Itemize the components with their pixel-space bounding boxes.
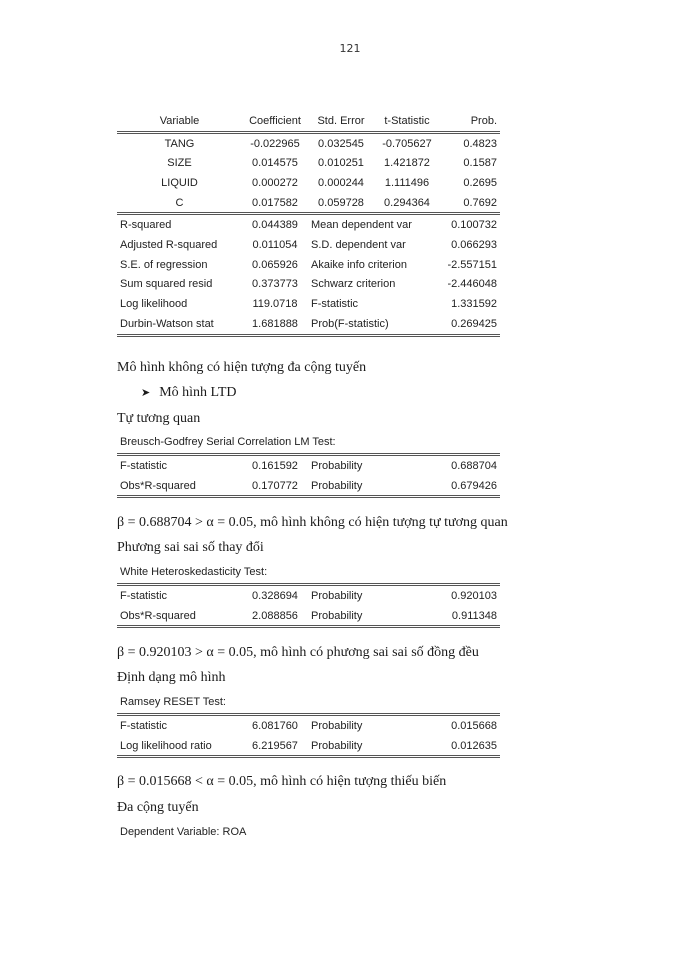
col-header-coefficient: Coefficient bbox=[242, 111, 308, 132]
std-error-cell: 0.000244 bbox=[318, 176, 364, 189]
probability-label: Probability bbox=[308, 476, 440, 497]
t-statistic-cell: 1.421872 bbox=[384, 157, 430, 170]
col-header-variable: Variable bbox=[117, 111, 242, 132]
bg-test-table bbox=[117, 453, 500, 498]
section-heading-autocorrelation: Tự tương quan bbox=[117, 411, 201, 426]
stat-value: 0.011054 bbox=[252, 238, 298, 251]
arrowhead-bullet-icon: ➤ bbox=[141, 386, 151, 399]
col-header-std-error: Std. Error bbox=[308, 111, 374, 132]
std-error-cell: 0.059728 bbox=[318, 196, 364, 209]
page-number: 121 bbox=[339, 42, 361, 55]
test-stat-value: 0.328694 bbox=[242, 585, 308, 606]
dependent-variable-label: Dependent Variable: ROA bbox=[120, 826, 247, 838]
table-row bbox=[117, 736, 500, 757]
regression-table bbox=[117, 111, 500, 337]
probability-label: Probability bbox=[308, 715, 440, 736]
stat-value: 0.065926 bbox=[252, 258, 298, 271]
regression-header-row bbox=[117, 111, 500, 132]
white-test-title: White Heteroskedasticity Test: bbox=[120, 566, 268, 578]
coefficient-cell: 0.017582 bbox=[252, 196, 298, 209]
table-row bbox=[117, 606, 500, 627]
table-row bbox=[117, 476, 500, 497]
stats-row bbox=[117, 294, 500, 314]
specification-conclusion: β = 0.015668 < α = 0.05, mô hình có hiện tượng thiếu biến bbox=[117, 774, 447, 789]
table-row bbox=[117, 193, 500, 214]
probability-value: 0.015668 bbox=[440, 715, 500, 736]
autocorrelation-conclusion: β = 0.688704 > α = 0.05, mô hình không có hiện tượng tự tương quan bbox=[117, 515, 508, 530]
prob-cell: 0.2695 bbox=[463, 176, 497, 189]
table-row bbox=[117, 715, 500, 736]
ramsey-test-table bbox=[117, 713, 500, 758]
stat-value: 0.373773 bbox=[252, 278, 298, 291]
multicollinearity-conclusion: Mô hình không có hiện tượng đa cộng tuyến bbox=[117, 360, 367, 375]
stat-label: S.E. of regression bbox=[120, 258, 208, 271]
table-row bbox=[117, 173, 500, 193]
test-stat-value: 0.170772 bbox=[242, 476, 308, 497]
coefficient-cell: -0.022965 bbox=[250, 137, 300, 150]
probability-value: 0.911348 bbox=[440, 606, 500, 627]
probability-label: Probability bbox=[308, 455, 440, 476]
stat-label: Mean dependent var bbox=[308, 214, 440, 235]
stat-label: Durbin-Watson stat bbox=[117, 314, 242, 335]
table-row bbox=[117, 455, 500, 476]
probability-value: 0.679426 bbox=[440, 476, 500, 497]
prob-cell: 0.1587 bbox=[463, 157, 497, 170]
stat-value: 0.100732 bbox=[440, 214, 500, 235]
variable-cell: TANG bbox=[164, 137, 195, 150]
bullet-item bbox=[141, 385, 237, 401]
section-heading-heteroskedasticity: Phương sai sai số thay đổi bbox=[117, 540, 264, 555]
section-heading-multicollinearity: Đa cộng tuyến bbox=[117, 800, 199, 815]
stat-value: 1.681888 bbox=[242, 314, 308, 335]
test-stat-value: 6.219567 bbox=[242, 736, 308, 757]
heteroskedasticity-conclusion: β = 0.920103 > α = 0.05, mô hình có phương sai sai số đồng đều bbox=[117, 645, 479, 660]
probability-value: 0.688704 bbox=[440, 455, 500, 476]
test-stat-value: 6.081760 bbox=[242, 715, 308, 736]
bg-test-title: Breusch-Godfrey Serial Correlation LM Test: bbox=[120, 436, 336, 448]
stat-label: R-squared bbox=[117, 214, 242, 235]
stat-label: Sum squared resid bbox=[120, 278, 213, 291]
coefficient-cell: 0.000272 bbox=[252, 176, 298, 189]
test-stat-value: 0.161592 bbox=[242, 455, 308, 476]
stats-row bbox=[117, 214, 500, 235]
stat-value: -2.446048 bbox=[447, 278, 497, 291]
probability-label: Probability bbox=[308, 736, 440, 757]
stat-label: Schwarz criterion bbox=[311, 278, 396, 291]
col-header-t-statistic: t-Statistic bbox=[374, 111, 440, 132]
std-error-cell: 0.032545 bbox=[318, 137, 364, 150]
std-error-cell: 0.010251 bbox=[318, 157, 364, 170]
prob-cell: 0.7692 bbox=[463, 196, 497, 209]
ramsey-test-title: Ramsey RESET Test: bbox=[120, 696, 226, 708]
table-row bbox=[117, 153, 500, 173]
test-stat-label: Obs*R-squared bbox=[117, 606, 242, 627]
table-row bbox=[117, 585, 500, 606]
section-heading-specification: Định dạng mô hình bbox=[117, 670, 226, 685]
test-stat-value: 2.088856 bbox=[242, 606, 308, 627]
prob-cell: 0.4823 bbox=[463, 137, 497, 150]
test-stat-label: F-statistic bbox=[117, 455, 242, 476]
stat-value: -2.557151 bbox=[447, 258, 497, 271]
stats-row bbox=[117, 235, 500, 255]
coefficient-cell: 0.014575 bbox=[252, 157, 298, 170]
variable-cell: C bbox=[175, 196, 184, 209]
stat-label: Akaike info criterion bbox=[311, 258, 407, 271]
bullet-text: Mô hình LTD bbox=[159, 385, 237, 400]
stat-value: 0.066293 bbox=[451, 238, 497, 251]
stat-value: 119.0718 bbox=[252, 298, 298, 311]
t-statistic-cell: 0.294364 bbox=[384, 196, 430, 209]
stat-value: 0.269425 bbox=[440, 314, 500, 335]
variable-cell: LIQUID bbox=[161, 176, 198, 189]
stat-label: S.D. dependent var bbox=[311, 238, 406, 251]
t-statistic-cell: 1.111496 bbox=[384, 176, 430, 189]
test-stat-label: F-statistic bbox=[117, 715, 242, 736]
probability-label: Probability bbox=[308, 585, 440, 606]
stat-label: Log likelihood bbox=[120, 298, 188, 311]
stats-row bbox=[117, 255, 500, 275]
stats-row bbox=[117, 314, 500, 335]
stat-value: 1.331592 bbox=[451, 298, 497, 311]
probability-label: Probability bbox=[308, 606, 440, 627]
white-test-table bbox=[117, 583, 500, 628]
test-stat-label: F-statistic bbox=[117, 585, 242, 606]
test-stat-label: Obs*R-squared bbox=[117, 476, 242, 497]
probability-value: 0.012635 bbox=[440, 736, 500, 757]
col-header-prob: Prob. bbox=[440, 111, 500, 132]
stats-row bbox=[117, 275, 500, 295]
probability-value: 0.920103 bbox=[440, 585, 500, 606]
stat-label: Adjusted R-squared bbox=[120, 238, 218, 251]
stat-label: Prob(F-statistic) bbox=[308, 314, 440, 335]
stat-label: F-statistic bbox=[311, 298, 359, 311]
stat-value: 0.044389 bbox=[242, 214, 308, 235]
t-statistic-cell: -0.705627 bbox=[382, 137, 432, 150]
test-stat-label: Log likelihood ratio bbox=[117, 736, 242, 757]
variable-cell: SIZE bbox=[167, 157, 192, 170]
table-row bbox=[117, 132, 500, 153]
